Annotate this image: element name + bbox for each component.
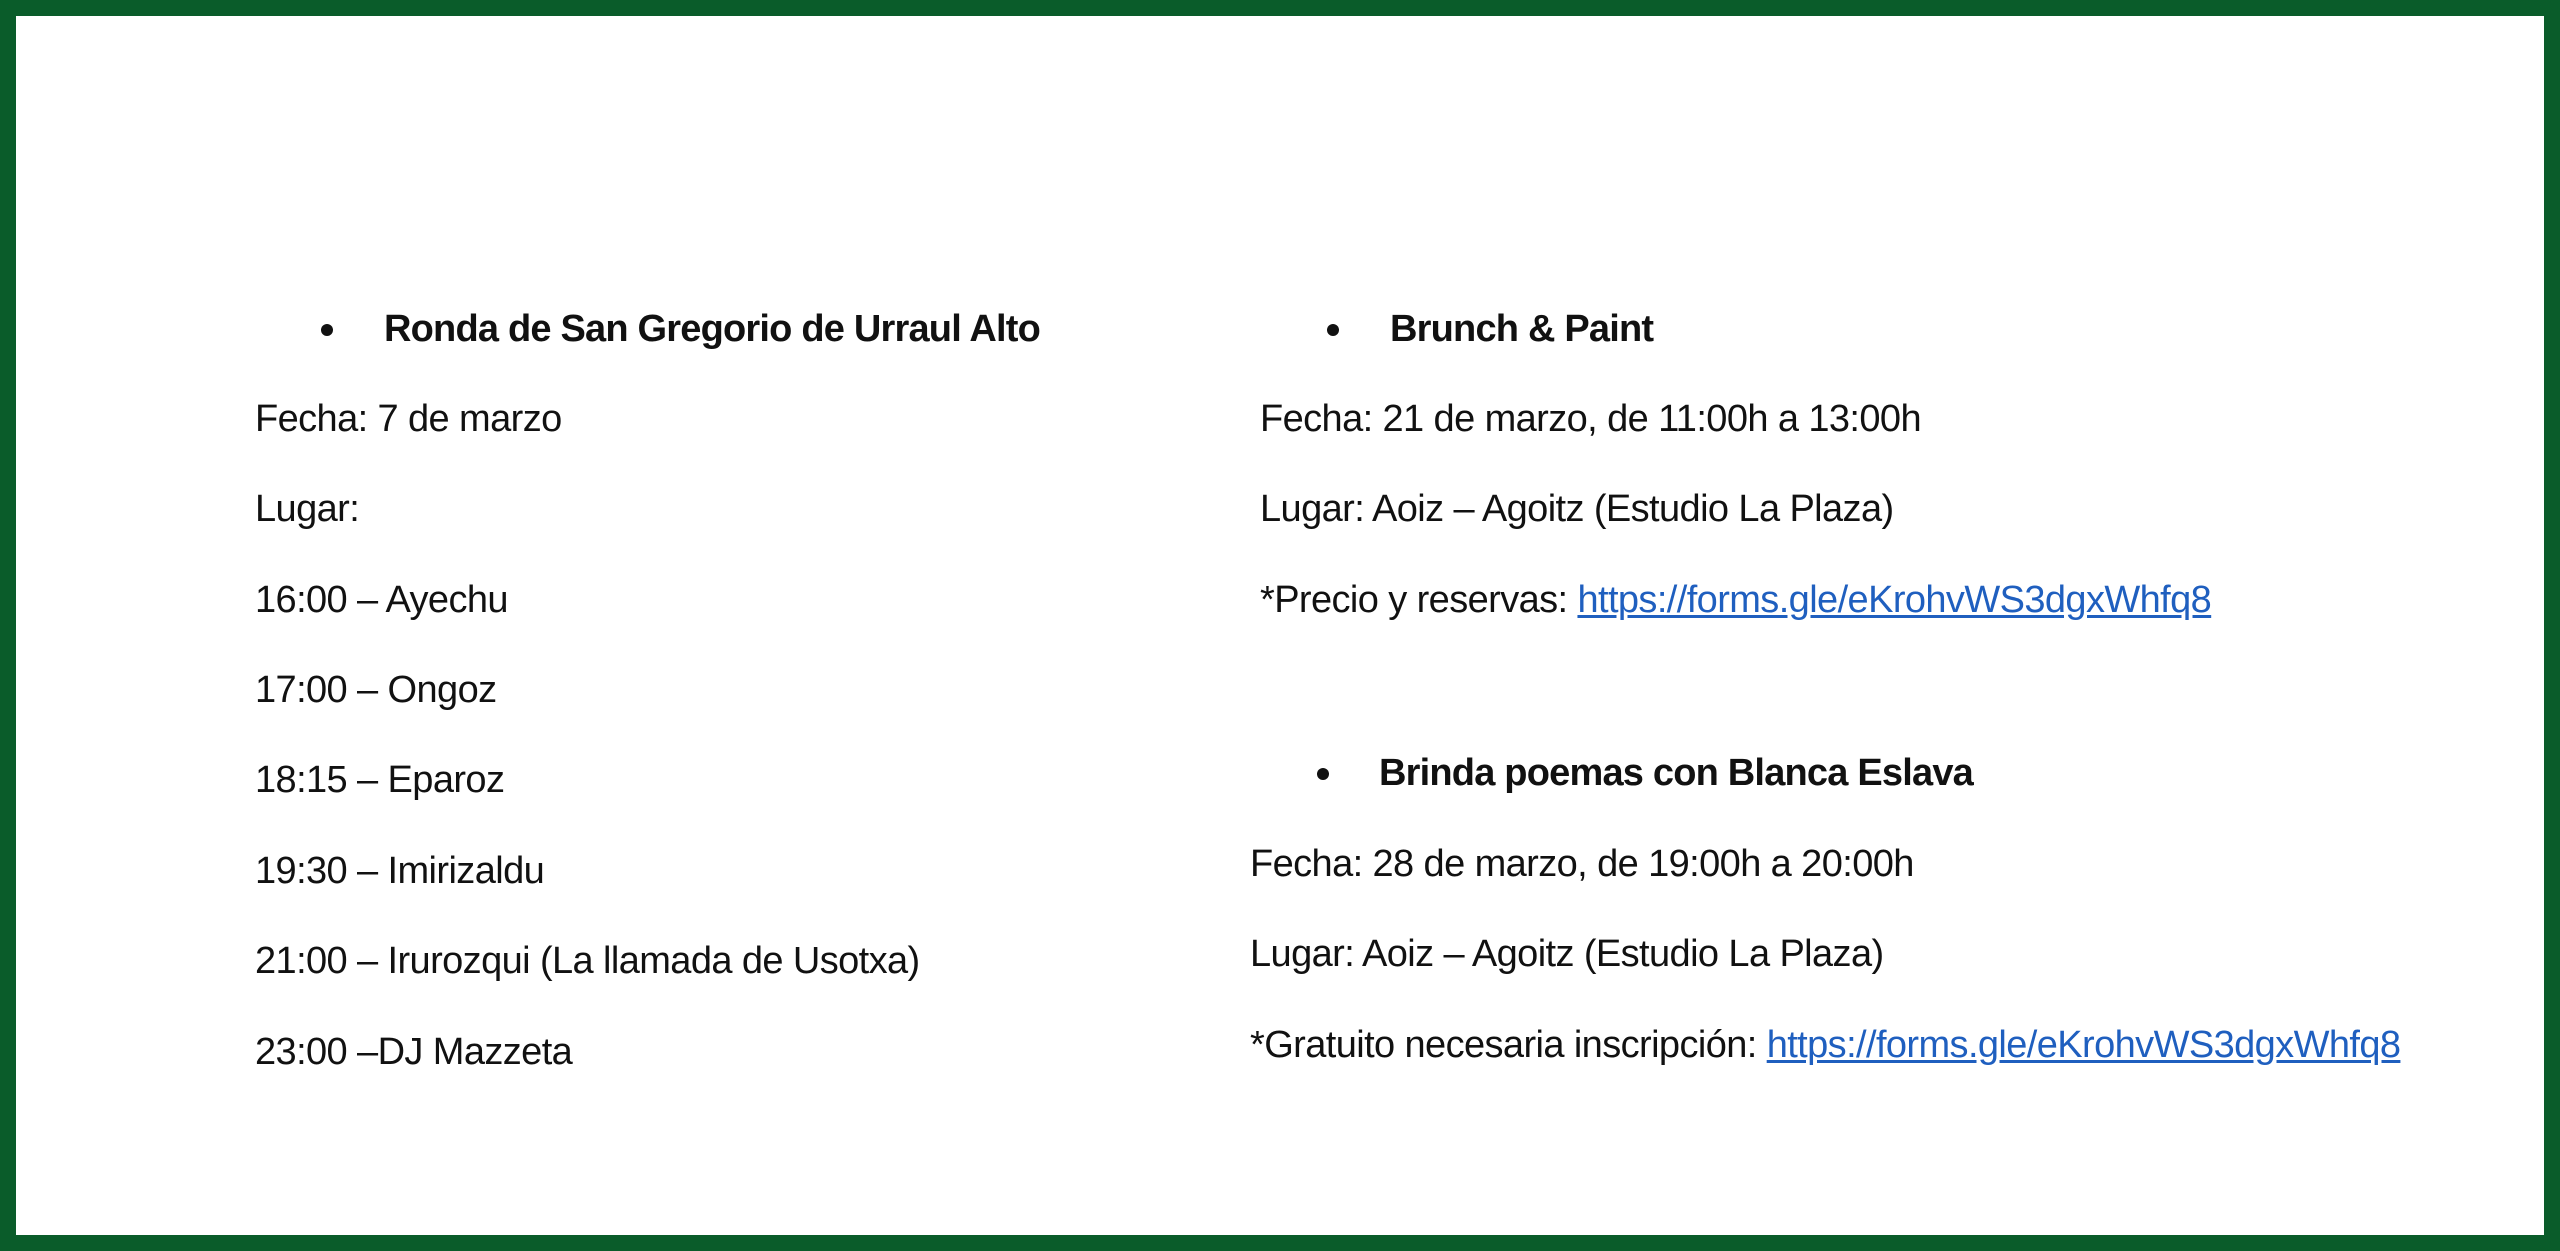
brunch-place: Lugar: Aoiz – Agoitz (Estudio La Plaza) bbox=[1260, 488, 1894, 530]
ronda-stop-ongoz: 17:00 – Ongoz bbox=[255, 669, 497, 711]
poemas-place: Lugar: Aoiz – Agoitz (Estudio La Plaza) bbox=[1250, 933, 1884, 975]
bullet-icon bbox=[1317, 768, 1329, 780]
ronda-stop-ayechu: 16:00 – Ayechu bbox=[255, 579, 508, 621]
ronda-stop-dj: 23:00 –DJ Mazzeta bbox=[255, 1031, 573, 1073]
ronda-place: Lugar: bbox=[255, 488, 360, 530]
poemas-date: Fecha: 28 de marzo, de 19:00h a 20:00h bbox=[1250, 843, 1914, 885]
poemas-registration-link[interactable]: https://forms.gle/eKrohvWS3dgxWhfq8 bbox=[1766, 1024, 2401, 1066]
poemas-registration-line bbox=[1250, 1022, 2400, 1068]
ronda-stop-imirizaldu: 19:30 – Imirizaldu bbox=[255, 850, 545, 892]
brunch-price-line bbox=[1260, 577, 2211, 623]
brunch-reservation-link[interactable]: https://forms.gle/eKrohvWS3dgxWhfq8 bbox=[1577, 579, 2212, 621]
poemas-registration-label: *Gratuito necesaria inscripción: bbox=[1250, 1024, 1767, 1066]
bullet-icon bbox=[1327, 324, 1339, 336]
event-heading-poemas: Brinda poemas con Blanca Eslava bbox=[1379, 752, 1973, 794]
ronda-stop-eparoz: 18:15 – Eparoz bbox=[255, 759, 505, 801]
event-heading-ronda: Ronda de San Gregorio de Urraul Alto bbox=[384, 308, 1040, 350]
bullet-icon bbox=[321, 324, 333, 336]
ronda-stop-irurozqui: 21:00 – Irurozqui (La llamada de Usotxa) bbox=[255, 940, 920, 982]
event-heading-brunch: Brunch & Paint bbox=[1390, 308, 1654, 350]
brunch-price-label: *Precio y reservas: bbox=[1260, 579, 1578, 621]
brunch-date: Fecha: 21 de marzo, de 11:00h a 13:00h bbox=[1260, 398, 1921, 440]
ronda-date: Fecha: 7 de marzo bbox=[255, 398, 562, 440]
